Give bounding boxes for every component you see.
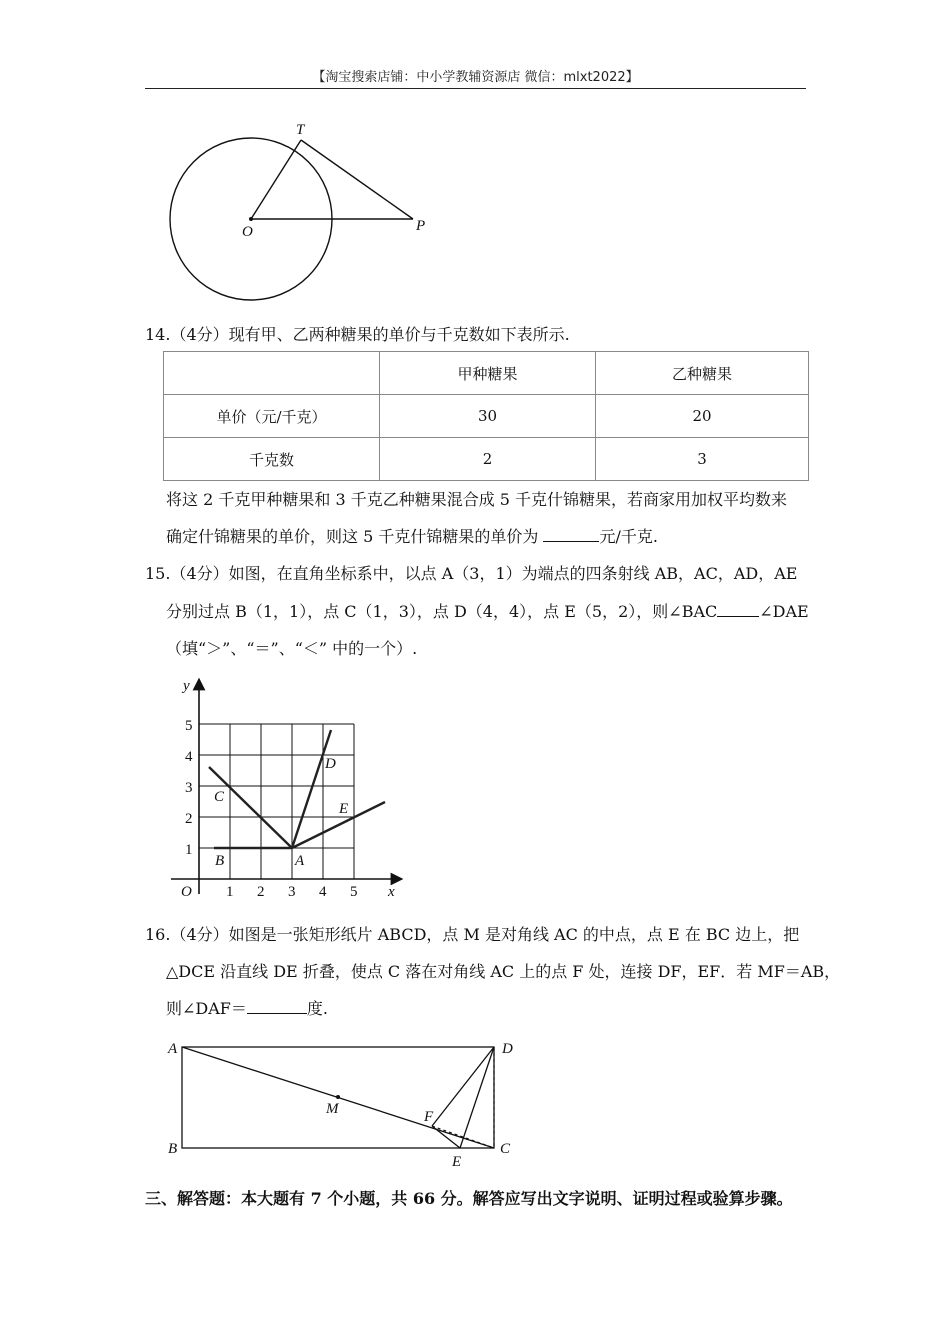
- q15-line1-text: 如图，在直角坐标系中，以点 A（3，1）为端点的四条射线 AB，AC，AD，AE: [228, 564, 798, 583]
- table-header-row: [164, 352, 809, 395]
- q14-stem: [145, 325, 570, 345]
- point-label-b: B: [215, 853, 225, 869]
- section-three-heading: 三、解答题：本大题有 7 个小题，共 66 分。解答应写出文字说明、证明过程或验算步骤。: [145, 1189, 793, 1208]
- dashed-fc: [432, 1126, 494, 1148]
- segment-tp: [301, 140, 413, 219]
- candy-table: [163, 351, 809, 481]
- header-rule: [145, 88, 806, 89]
- q14-answer-blank: [543, 527, 599, 542]
- center-point-o: [249, 217, 253, 221]
- point-label-c: C: [214, 789, 225, 805]
- point-label-d: D: [325, 756, 336, 772]
- table-cell: 3: [596, 438, 809, 481]
- q14-line2: [166, 527, 658, 547]
- label-t: T: [296, 122, 305, 138]
- q15-line1: [145, 564, 797, 584]
- x-tick: 5: [350, 884, 358, 900]
- q16-line3-start: 则∠DAF＝: [166, 999, 247, 1018]
- table-row: [164, 395, 809, 438]
- label-m: M: [326, 1101, 339, 1117]
- circle-tangent-figure: [160, 120, 450, 310]
- table-header-cell: 乙种糖果: [596, 352, 809, 395]
- point-m: [336, 1095, 340, 1099]
- y-tick: 4: [185, 749, 193, 765]
- table-row: [164, 438, 809, 481]
- y-tick: 2: [185, 811, 193, 827]
- x-tick: 3: [288, 884, 296, 900]
- label-f: F: [424, 1109, 434, 1125]
- rectangle-fold-figure: [160, 1033, 530, 1173]
- q15-line2: [166, 602, 809, 622]
- label-a: A: [168, 1041, 178, 1057]
- q16-number: 16.（4分）: [145, 925, 229, 944]
- coordinate-grid-figure: [165, 672, 410, 904]
- q15-number: 15.（4分）: [145, 564, 229, 583]
- label-b: B: [168, 1141, 178, 1157]
- q16-line1-text: 如图是一张矩形纸片 ABCD，点 M 是对角线 AC 的中点，点 E 在 BC 边上，把: [228, 925, 800, 944]
- q16-answer-blank: [247, 999, 307, 1014]
- table-cell: 20: [596, 395, 809, 438]
- table-cell: 30: [380, 395, 596, 438]
- segment-de: [460, 1047, 494, 1148]
- table-cell: 单价（元/千克）: [164, 395, 380, 438]
- y-tick: 3: [185, 780, 193, 796]
- q15-line2-end: ∠DAE: [759, 602, 809, 621]
- q15-line2-start: 分别过点 B（1，1），点 C（1，3），点 D（4，4），点 E（5，2），则∠BAC: [166, 602, 718, 621]
- q16-line3: [166, 999, 328, 1019]
- point-label-a: A: [295, 853, 305, 869]
- q14-number: 14.（4分）: [145, 325, 229, 344]
- table-cell: 2: [380, 438, 596, 481]
- origin-label: O: [181, 884, 192, 900]
- q15-answer-blank: [717, 602, 759, 617]
- x-tick: 2: [257, 884, 265, 900]
- q14-line2-start: 确定什锦糖果的单价，则这 5 千克什锦糖果的单价为: [166, 527, 544, 546]
- y-tick: 1: [185, 842, 193, 858]
- label-c: C: [500, 1141, 511, 1157]
- q16-line3-end: 度.: [306, 999, 328, 1018]
- y-axis-label: y: [183, 678, 190, 694]
- q16-line2: △DCE 沿直线 DE 折叠，使点 C 落在对角线 AC 上的点 F 处，连接 DF，EF．若 MF＝AB，: [166, 962, 841, 981]
- q14-stem-text: 现有甲、乙两种糖果的单价与千克数如下表所示.: [228, 325, 570, 344]
- ray-ac: [209, 767, 292, 848]
- segment-df: [432, 1047, 494, 1126]
- x-tick: 1: [226, 884, 234, 900]
- q14-line2-end: 元/千克.: [599, 527, 658, 546]
- label-d: D: [502, 1041, 513, 1057]
- x-tick: 4: [319, 884, 327, 900]
- segment-ot: [251, 140, 301, 219]
- page-header: 【淘宝搜索店铺：中小学教辅资源店 微信：mlxt2022】: [312, 70, 639, 85]
- rays: [209, 730, 385, 848]
- x-axis-label: x: [388, 884, 395, 900]
- point-label-e: E: [339, 801, 349, 817]
- label-e: E: [452, 1154, 462, 1170]
- table-header-cell: 甲种糖果: [380, 352, 596, 395]
- table-cell: 千克数: [164, 438, 380, 481]
- label-p: P: [416, 218, 426, 234]
- y-tick: 5: [185, 718, 193, 734]
- q16-line1: [145, 925, 799, 945]
- segment-ef: [432, 1126, 460, 1148]
- q15-line3: （填“＞”、“＝”、“＜” 中的一个）.: [166, 639, 418, 658]
- table-header-cell: [164, 352, 380, 395]
- q14-line1: 将这 2 千克甲种糖果和 3 千克乙种糖果混合成 5 千克什锦糖果，若商家用加权平均数来: [166, 490, 788, 509]
- label-o: O: [242, 224, 253, 240]
